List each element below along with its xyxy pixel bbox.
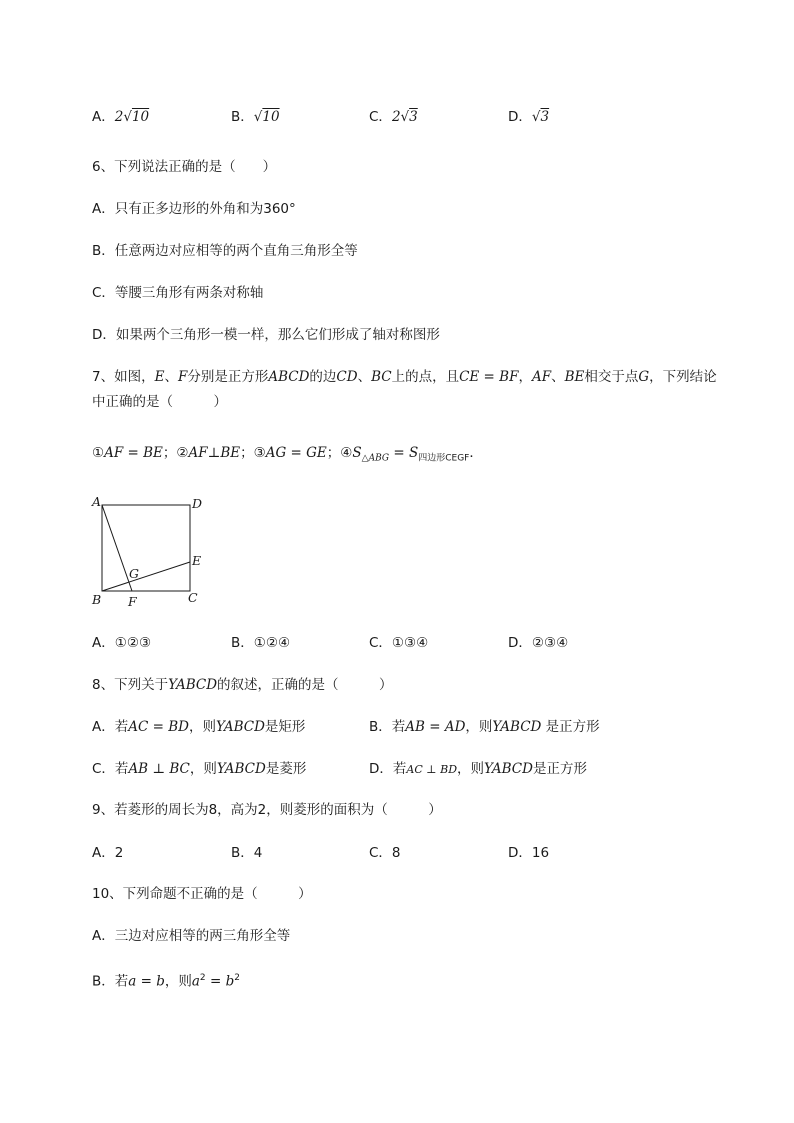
label-a: A (92, 494, 102, 509)
segment-af (102, 505, 132, 591)
label-d: D (192, 496, 203, 511)
q6-option-c: C．等腰三角形有两条对称轴 (92, 285, 264, 301)
q5-option-c: C．2√3 (369, 109, 418, 125)
q8-option-b: B．若AB = AD，则YABCD 是正方形 (369, 719, 600, 735)
q8-option-a: A．若AC = BD，则YABCD是矩形 (92, 719, 306, 735)
q6-option-a: A．只有正多边形的外角和为360° (92, 201, 296, 217)
q7-option-b: B．①②④ (231, 635, 291, 651)
q5-option-d: D．√3 (508, 109, 550, 125)
q7-statements: ①AF = BE；②AF⊥BE；③AG = GE；$④S_{\triangle ABG} = S_{四边形CEGF}$． (92, 445, 483, 464)
q7-stem: 7、如图，E、F分别是正方形ABCD的边CD、BC上的点，且CE = BF，AF、BE相交于点G，下列结论 (92, 369, 717, 385)
label-f: F (128, 594, 137, 609)
q7-option-a: A．①②③ (92, 635, 152, 651)
q7-option-c: C．①③④ (369, 635, 429, 651)
q9-option-a: A．2 (92, 845, 124, 861)
q9-option-c: C．8 (369, 845, 401, 861)
q10-stem: 10、下列命题不正确的是（ ） (92, 886, 312, 902)
q5-option-a: A．2√10 (92, 109, 150, 125)
q6-stem: 6、下列说法正确的是（ ） (92, 159, 277, 175)
q7-stem-line2: 中正确的是（ ） (92, 394, 227, 410)
q10-option-a: A．三边对应相等的两三角形全等 (92, 928, 291, 944)
label-e: E (192, 553, 202, 568)
q6-option-b: B．任意两边对应相等的两个直角三角形全等 (92, 243, 358, 259)
label-g: G (129, 566, 139, 581)
q8-option-c: C．若AB ⊥ BC，则YABCD是菱形 (92, 761, 307, 777)
q9-stem: 9、若菱形的周长为8，高为2，则菱形的面积为（ ） (92, 802, 442, 818)
q9-option-d: D．16 (508, 845, 550, 861)
q7-figure (88, 492, 208, 610)
q10-option-b: B．若a = b，则$a^2 = b^2$ (92, 973, 240, 990)
label-b: B (92, 592, 102, 607)
q6-option-d: D．如果两个三角形一模一样，那么它们形成了轴对称图形 (92, 327, 440, 343)
q8-option-d: D．若AC ⊥ BD，则YABCD是正方形 (369, 761, 587, 777)
q7-option-d: D．②③④ (508, 635, 569, 651)
square-abcd (102, 505, 190, 591)
q5-option-b: B．√10 (231, 109, 280, 125)
label-c: C (188, 590, 198, 605)
q8-stem: 8、下列关于YABCD的叙述，正确的是（ ） (92, 677, 393, 693)
q9-option-b: B．4 (231, 845, 263, 861)
segment-be (102, 562, 190, 591)
